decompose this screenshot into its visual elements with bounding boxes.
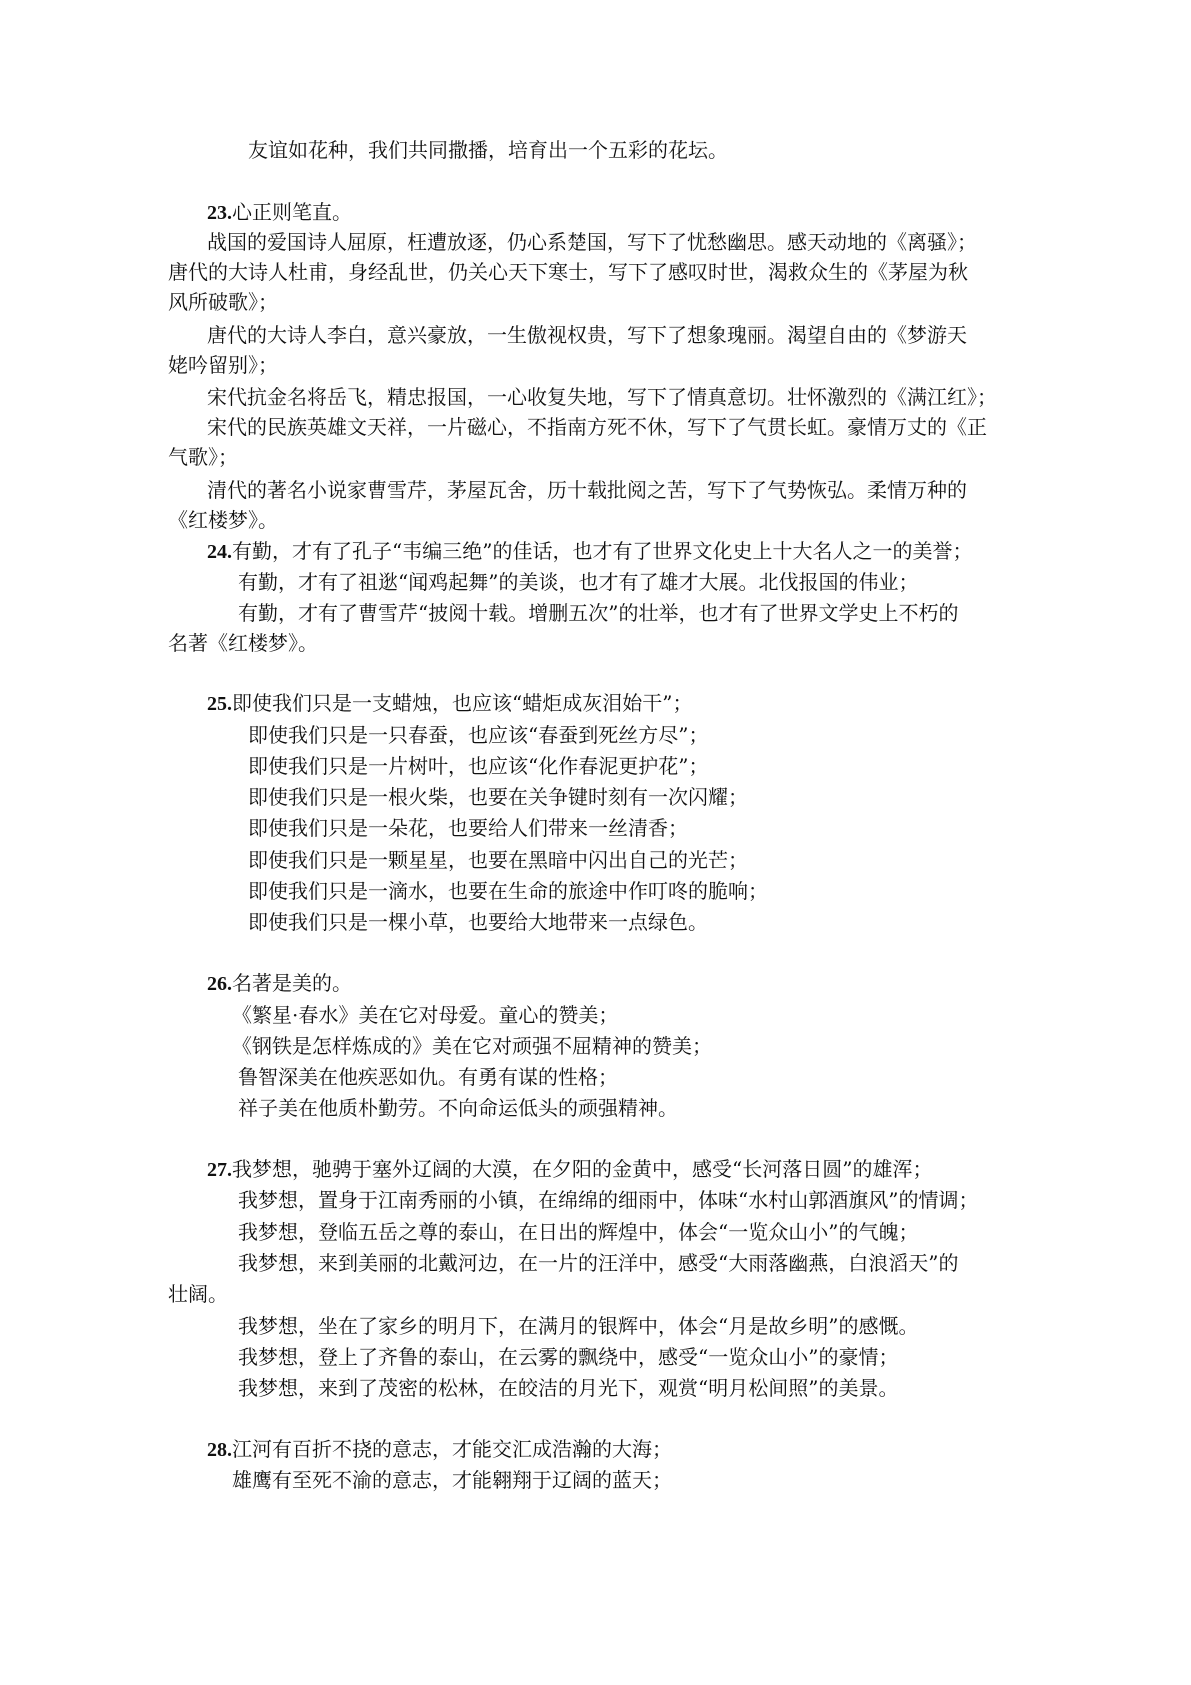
- paragraph-line: 有勤，才有了祖逖“闻鸡起舞”的美谈，也才有了雄才大展。北伐报国的伟业；: [238, 570, 919, 594]
- section-text: 即使我们只是一支蜡烛，也应该“蜡炬成灰泪始干”；: [232, 691, 693, 715]
- paragraph-line: 宋代的民族英雄文天祥，一片磁心，不指南方死不休，写下了气贯长虹。豪情万丈的《正: [207, 415, 987, 439]
- list-line: 即使我们只是一滴水，也要在生命的旅途中作叮咚的脆响；: [248, 879, 768, 903]
- section-26-heading: [207, 968, 352, 999]
- section-number: 27.: [207, 1159, 232, 1181]
- paragraph-line: 姥吟留别》；: [168, 353, 278, 377]
- intro-line: 友谊如花种，我们共同撒播，培育出一个五彩的花坛。: [248, 138, 728, 162]
- paragraph-line: 清代的著名小说家曹雪芹，茅屋瓦舍，历十载批阅之苦，写下了气势恢弘。柔情万种的: [207, 478, 967, 502]
- list-line: 即使我们只是一棵小草，也要给大地带来一点绿色。: [248, 910, 708, 934]
- section-23-heading: [207, 197, 352, 228]
- section-number: 26.: [207, 973, 232, 995]
- paragraph-line: 有勤，才有了曹雪芹“披阅十载。增删五次”的壮举，也才有了世界文学史上不朽的: [238, 601, 959, 625]
- paragraph-line: 气歌》；: [168, 445, 238, 469]
- list-line: 《钢铁是怎样炼成的》美在它对顽强不屈精神的赞美；: [232, 1034, 712, 1058]
- section-25-line: [207, 688, 692, 719]
- section-text: 有勤，才有了孔子“韦编三绝”的佳话，也才有了世界文化史上十大名人之一的美誉；: [232, 539, 973, 563]
- paragraph-line: 唐代的大诗人杜甫，身经乱世，仍关心天下寒士，写下了感叹时世，渴救众生的《茅屋为秋: [168, 260, 968, 284]
- section-24-line: [207, 536, 972, 567]
- section-number: 25.: [207, 693, 232, 715]
- list-line: 祥子美在他质朴勤劳。不向命运低头的顽强精神。: [238, 1096, 678, 1120]
- section-number: 23.: [207, 202, 232, 224]
- section-text: 我梦想，驰骋于塞外辽阔的大漠，在夕阳的金黄中，感受“长河落日圆”的雄浑；: [232, 1157, 933, 1181]
- section-28-line: [207, 1434, 672, 1465]
- list-line: 即使我们只是一颗星星，也要在黑暗中闪出自己的光芒；: [248, 848, 748, 872]
- list-line: 即使我们只是一朵花，也要给人们带来一丝清香；: [248, 816, 688, 840]
- paragraph-line: 我梦想，来到了茂密的松林，在皎洁的月光下，观赏“明月松间照”的美景。: [238, 1376, 899, 1400]
- paragraph-line: 我梦想，登临五岳之尊的泰山，在日出的辉煌中，体会“一览众山小”的气魄；: [238, 1220, 919, 1244]
- list-line: 鲁智深美在他疾恶如仇。有勇有谋的性格；: [238, 1065, 618, 1089]
- paragraph-line: 宋代抗金名将岳飞，精忠报国，一心收复失地，写下了情真意切。壮怀激烈的《满江红》；: [207, 385, 997, 409]
- paragraph-line: 我梦想，坐在了家乡的明月下，在满月的银辉中，体会“月是故乡明”的感慨。: [238, 1314, 919, 1338]
- paragraph-line: 我梦想，来到美丽的北戴河边，在一片的汪洋中，感受“大雨落幽燕，白浪滔天”的: [238, 1251, 959, 1275]
- list-line: 即使我们只是一片树叶，也应该“化作春泥更护花”；: [248, 754, 709, 778]
- section-number: 24.: [207, 541, 232, 563]
- section-27-line: [207, 1154, 932, 1185]
- paragraph-line: 我梦想，登上了齐鲁的泰山，在云雾的飘绕中，感受“一览众山小”的豪情；: [238, 1345, 899, 1369]
- section-text: 江河有百折不挠的意志，才能交汇成浩瀚的大海；: [232, 1437, 672, 1461]
- paragraph-line: 风所破歌》；: [168, 290, 278, 314]
- list-line: 即使我们只是一只春蚕，也应该“春蚕到死丝方尽”；: [248, 723, 709, 747]
- paragraph-line: 壮阔。: [168, 1282, 228, 1306]
- paragraph-line: 雄鹰有至死不渝的意志，才能翱翔于辽阔的蓝天；: [232, 1468, 672, 1492]
- section-title: 名著是美的。: [232, 971, 352, 995]
- paragraph-line: 《红楼梦》。: [168, 508, 278, 532]
- paragraph-line: 名著《红楼梦》。: [168, 631, 318, 655]
- list-line: 《繁星·春水》美在它对母爱。童心的赞美；: [232, 1003, 619, 1027]
- paragraph-line: 战国的爱国诗人屈原，枉遭放逐，仍心系楚国，写下了忧愁幽思。感天动地的《离骚》；: [207, 230, 977, 254]
- list-line: 即使我们只是一根火柴，也要在关争键时刻有一次闪耀；: [248, 785, 748, 809]
- paragraph-line: 我梦想，置身于江南秀丽的小镇，在绵绵的细雨中，体味“水村山郭酒旗风”的情调；: [238, 1188, 979, 1212]
- paragraph-line: 唐代的大诗人李白，意兴豪放，一生傲视权贵，写下了想象瑰丽。渴望自由的《梦游天: [207, 323, 967, 347]
- section-title: 心正则笔直。: [232, 200, 352, 224]
- section-number: 28.: [207, 1439, 232, 1461]
